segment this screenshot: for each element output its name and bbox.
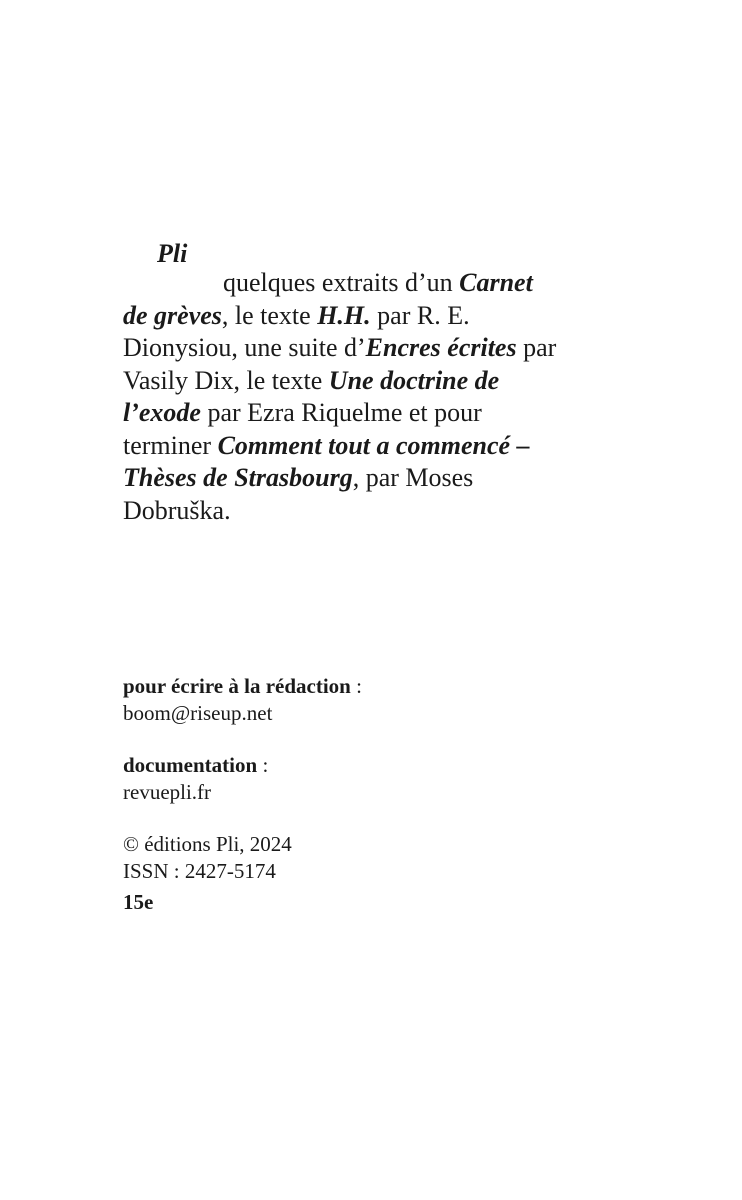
issn-line: ISSN : 2427-5174: [123, 859, 276, 883]
text-run: , le texte: [221, 300, 318, 330]
copyright-line: © éditions Pli, 2024: [123, 832, 292, 856]
text-run: par Ezra Riquelme et pour terminer: [123, 398, 482, 460]
colophon-block: [123, 673, 362, 916]
price-label: 15e: [123, 890, 154, 914]
documentation-separator: :: [257, 753, 269, 777]
title-emphasis: Encres écrites: [365, 333, 517, 362]
title-emphasis: H.H.: [317, 300, 371, 330]
documentation-label: documentation: [123, 753, 258, 777]
contact-separator: :: [350, 674, 362, 698]
text-run: quelques extraits d’un: [223, 268, 460, 297]
documentation-url[interactable]: revuepli.fr: [123, 780, 212, 804]
contact-label: pour écrire à la rédaction: [123, 674, 351, 698]
text-run: par Vasily Dix, le texte: [123, 333, 557, 395]
publication-name: Pli: [157, 239, 188, 268]
contact-email[interactable]: boom@riseup.net: [123, 701, 273, 725]
contact-line: [123, 673, 362, 700]
title-emphasis: Une doctrine de l’exode: [123, 365, 500, 427]
documentation-line: [123, 752, 362, 779]
text-run: , par Moses Dobruška.: [123, 463, 474, 525]
text-run: par R. E. Dionysiou, une suite d’: [123, 300, 470, 362]
contents-paragraph: [123, 267, 563, 527]
title-emphasis: Comment tout a commencé – Thèses de Strasbourg: [123, 430, 530, 492]
contents-text: [123, 268, 556, 525]
title-emphasis: Carnet de grèves: [123, 268, 533, 330]
